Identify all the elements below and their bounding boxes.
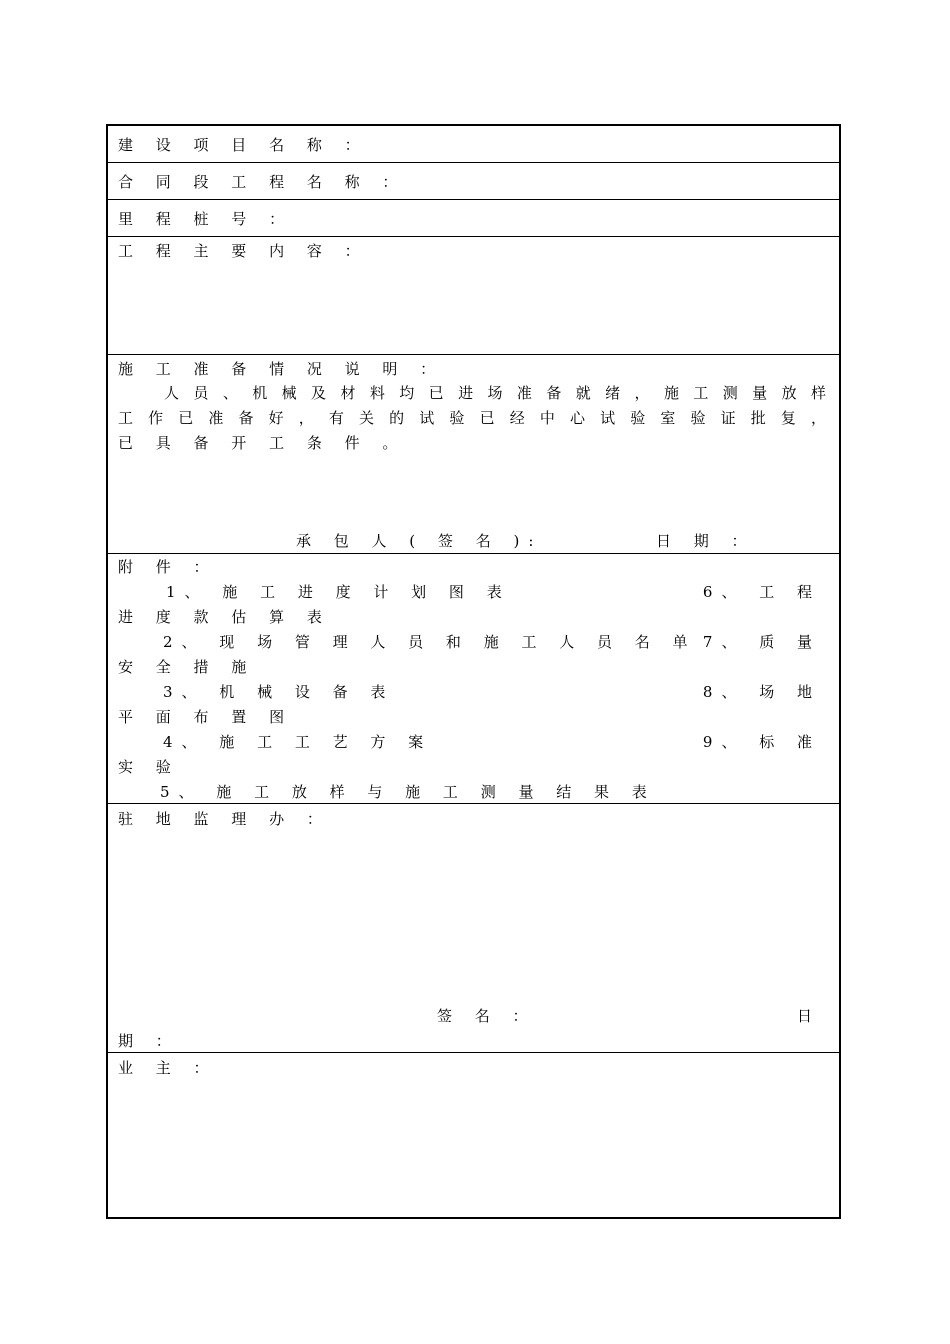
contract-section-row (108, 162, 839, 199)
supervision-row (108, 803, 839, 1052)
attachments-row (108, 553, 839, 803)
supervision-date-label: 日 (796, 1007, 821, 1025)
attachment-item-9: 9、 标 准 (702, 733, 821, 751)
attachment-item-6-wrap: 进 度 款 估 算 表 (118, 608, 331, 626)
mileage-label: 里 程 桩 号 ： (118, 210, 294, 228)
attachment-item-4: 4、 施 工 工 艺 方 案 (163, 733, 433, 751)
attachment-item-2: 2、 现 场 管 理 人 员 和 施 工 人 员 名 单 (163, 633, 697, 651)
project-name-row (108, 126, 839, 162)
attachment-item-8: 8、 场 地 (702, 683, 821, 701)
contract-section-label: 合 同 段 工 程 名 称 ： (118, 173, 407, 191)
attachments-label: 附 件 ： (118, 558, 218, 576)
attachment-item-3: 3、 机 械 设 备 表 (163, 683, 395, 701)
preparation-text-line-1: 人 员 、 机 械 及 材 料 均 已 进 场 准 备 就 绪 ， 施 工 测 量 放 样 (164, 384, 828, 402)
attachment-item-7: 7、 质 量 (702, 633, 821, 651)
preparation-row (108, 354, 839, 553)
attachment-item-6: 6、 工 程 (702, 583, 821, 601)
mileage-row (108, 199, 839, 236)
main-content-label: 工 程 主 要 内 容 ： (118, 242, 369, 260)
attachment-item-1: 1、 施 工 进 度 计 划 图 表 (166, 583, 511, 601)
attachment-item-7-wrap: 安 全 措 施 (118, 658, 256, 676)
supervision-sign-label: 签 名 ： (437, 1007, 537, 1025)
owner-label: 业 主 ： (118, 1059, 218, 1077)
preparation-label: 施 工 准 备 情 况 说 明 ： (118, 360, 445, 378)
owner-row (108, 1052, 839, 1217)
preparation-text-line-3: 已 具 备 开 工 条 件 。 (118, 434, 407, 452)
application-form (106, 124, 841, 1219)
attachment-item-8-wrap: 平 面 布 置 图 (118, 708, 294, 726)
supervision-date-wrap: 期 ： (118, 1032, 180, 1050)
attachment-item-5: 5、 施 工 放 样 与 施 工 测 量 结 果 表 (160, 783, 656, 801)
preparation-text-line-2: 工 作 已 准 备 好 ， 有 关 的 试 验 已 经 中 心 试 验 室 验 证 批 复 ， (118, 409, 828, 427)
project-name-label: 建 设 项 目 名 称 ： (118, 136, 369, 154)
supervision-label: 驻 地 监 理 办 ： (118, 810, 331, 828)
attachment-item-9-wrap: 实 验 (118, 758, 180, 776)
main-content-row (108, 236, 839, 354)
contractor-sign-label: 承 包 人 ( 签 名 ): (296, 532, 543, 550)
contractor-date-label: 日 期 ： (656, 532, 756, 550)
